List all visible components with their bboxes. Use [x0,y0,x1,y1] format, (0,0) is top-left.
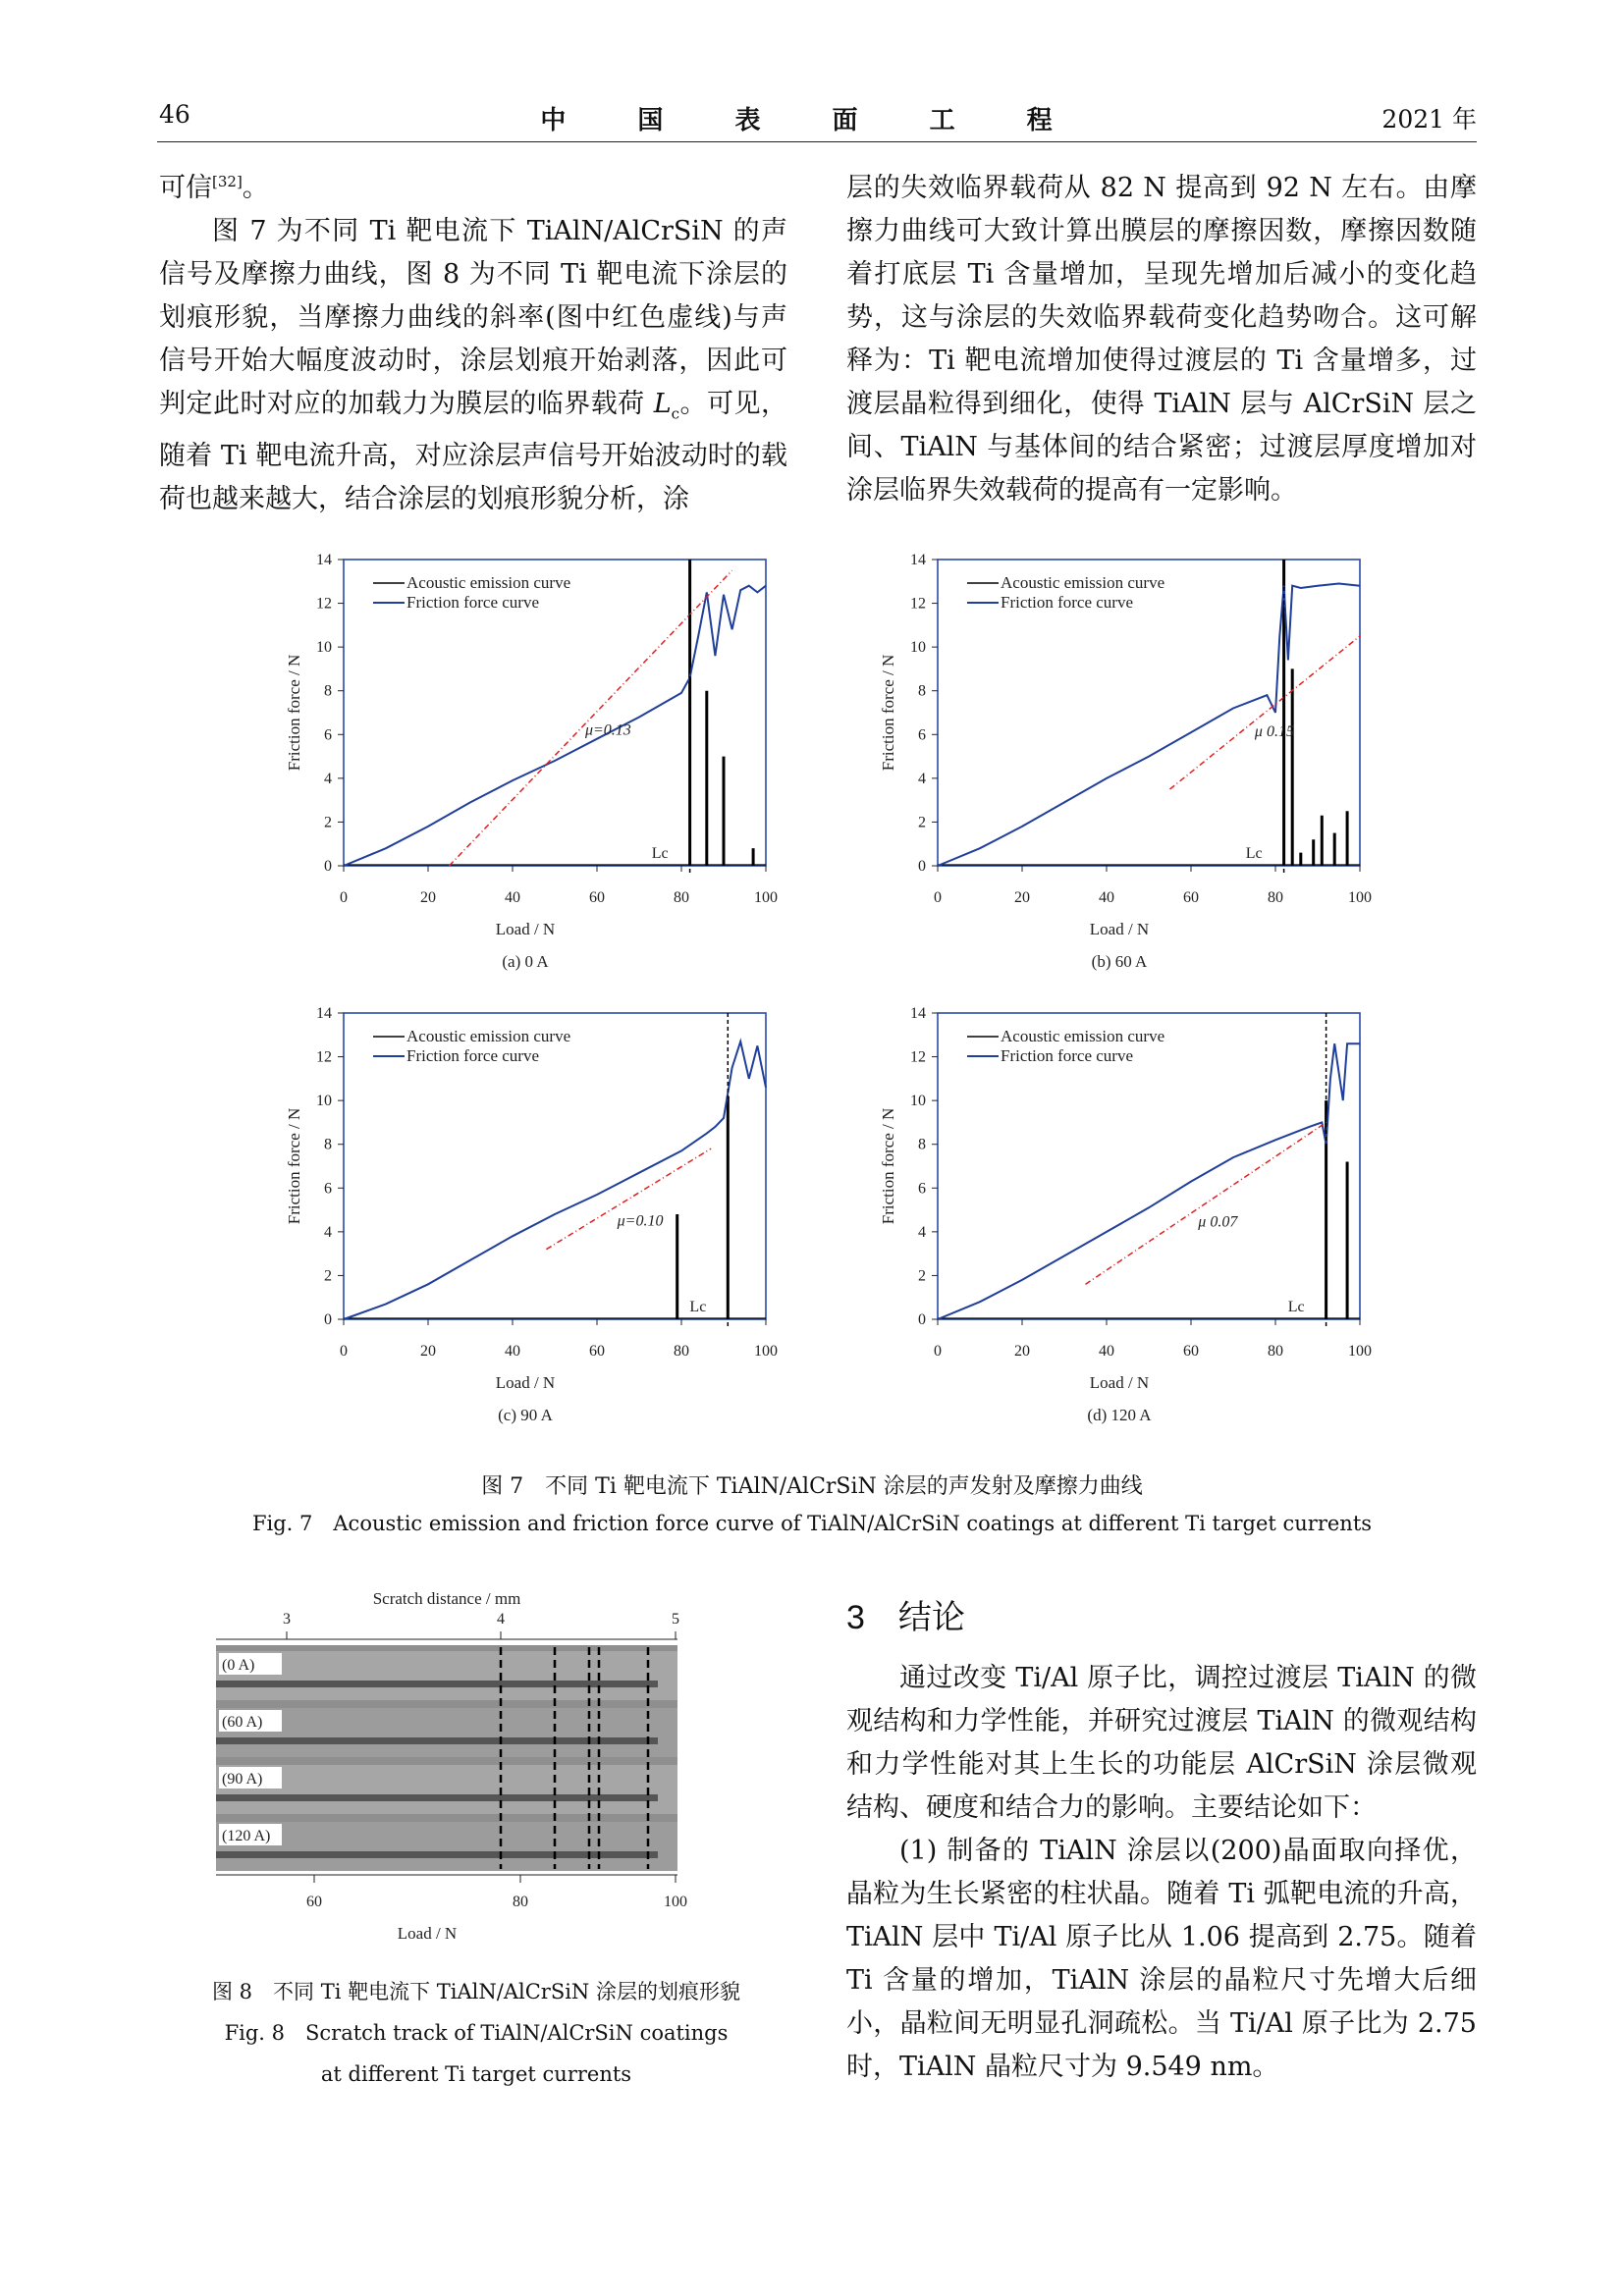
friction-curve [344,1041,766,1319]
friction-curve [938,1043,1360,1319]
x-tick-label: 80 [1268,1343,1283,1360]
journal-title: 中 国 表 面 工 程 [540,106,1084,135]
fig8-scratch-line [216,1737,658,1744]
mu-label: μ=0.13 [584,721,631,739]
x-tick-label: 80 [1268,889,1283,906]
x-axis-label: Load / N [495,920,556,938]
para-conclusion-continued: 层的失效临界载荷从 82 N 提高到 92 N 左右。由摩擦力曲线可大致计算出膜层的摩擦因数，摩擦因数随着打底层 Ti 含量增加，呈现先增加后减小的变化趋势，这与涂层的失效临界载荷变化趋势吻合。这可解释为：Ti 靶电流增加使得过渡层的 Ti 含量增多，过渡层晶粒得到细化，使得 TiAlN 层与 AlCrSiN 层之间、TiAlN 与基体间的结合紧密；过渡层厚度增加对涂层临界失效载荷的提高有一定影响。 [846,173,1477,506]
chart-a [265,550,795,987]
section-3-para-2: (1) 制备的 TiAlN 涂层以(200)晶面取向择优，晶粒为生长紧密的柱状晶。随着 Ti 弧靶电流的升高，TiAlN 层中 Ti/Al 原子比从 1.06 提高到 2.75。随着 Ti 含量的增加，TiAlN 涂层的晶粒尺寸先增大后细小，晶粒间无明显孔洞疏松。当 Ti/Al 原子比为 2.75 时，TiAlN 晶粒尺寸为 9.549 nm。 [846,1836,1477,2082]
lc-label: Lc [689,1299,707,1315]
x-tick-label: 100 [754,1343,778,1360]
x-tick-label: 60 [589,1343,605,1360]
fig8-caption-en2: at different Ti target currents [320,2062,632,2086]
fig8-top-tick-label: 5 [672,1611,679,1628]
x-tick-label: 0 [934,1343,942,1360]
para-continued: 可信[32]。 [159,173,269,203]
left-column [159,167,787,521]
fig8-top-tick-label: 4 [497,1611,505,1628]
y-tick-label: 12 [316,595,332,613]
y-axis-label: Friction force / N [285,1107,303,1225]
y-tick-label: 0 [324,1311,332,1328]
fig8-scratch-tracks [177,1590,766,2002]
y-axis-label: Friction force / N [879,654,897,772]
x-tick-label: 40 [1099,889,1114,906]
x-tick-label: 0 [934,889,942,906]
fig8-scratch-line [216,1681,658,1687]
fig7-caption-cn: 图 7 不同 Ti 靶电流下 TiAlN/AlCrSiN 涂层的声发射及摩擦力曲线 [481,1474,1143,1499]
x-tick-label: 20 [420,889,436,906]
fig8-track-band [216,1708,677,1757]
fig8-track-label: (120 A) [222,1828,271,1844]
lc-label: Lc [651,845,669,862]
legend-acoustic-label: Acoustic emission curve [1001,1027,1165,1045]
y-tick-label: 14 [910,1005,926,1022]
lc-label: Lc [1287,1299,1305,1315]
y-tick-label: 14 [910,552,926,568]
mu-label: μ 0.07 [1198,1213,1238,1231]
mu-label: μ=0.10 [617,1212,664,1230]
y-tick-label: 6 [918,726,926,744]
y-tick-label: 2 [918,814,926,831]
para-fig7-desc: 图 7 为不同 Ti 靶电流下 TiAlN/AlCrSiN 的声信号及摩擦力曲线，图 8 为不同 Ti 靶电流下涂层的划痕形貌，当摩擦力曲线的斜率(图中红色虚线)与声信号开始大幅度波动时，涂层划痕开始剥落，因此可判定此时对应的加载力为膜层的临界载荷 $L_c$。可见，随着 Ti 靶电流升高，对应涂层声信号开始波动时的载荷也越来越大，结合涂层的划痕形貌分析，涂 [159,216,788,515]
y-tick-label: 12 [316,1048,332,1066]
legend-acoustic-label: Acoustic emission curve [406,1027,571,1045]
x-tick-label: 60 [1183,889,1199,906]
y-tick-label: 4 [918,770,926,787]
fig7-caption-en: Fig. 7 Acoustic emission and friction force curve of TiAlN/AlCrSiN coatings at different Ti target currents [251,1512,1373,1535]
y-tick-label: 4 [324,770,332,787]
section-3-title: 3 结论 [846,1599,965,1636]
fig8-scratch-line [216,1794,658,1801]
mu-fit-line [1086,1122,1326,1284]
fig8-bottom-tick-label: 100 [664,1894,687,1910]
y-axis-label: Friction force / N [879,1107,897,1225]
fig8-bottom-tick-label: 60 [306,1894,322,1910]
legend-friction-label: Friction force curve [406,1046,539,1065]
friction-curve [938,584,1360,867]
x-tick-label: 100 [1348,1343,1372,1360]
fig8-bottom-tick-label: 80 [513,1894,528,1910]
fig8-scratch-line [216,1851,658,1858]
x-tick-label: 40 [505,889,520,906]
section-3-body [846,1657,1477,2089]
y-tick-label: 4 [324,1223,332,1241]
y-tick-label: 0 [918,858,926,875]
fig8-track-label: (60 A) [222,1714,263,1731]
fig8-track-label: (0 A) [222,1657,255,1674]
panel-label: (b) 60 A [1091,952,1148,971]
y-tick-label: 12 [910,1048,926,1066]
right-column [846,167,1477,512]
legend-friction-label: Friction force curve [1001,593,1133,612]
fig8-track-label: (90 A) [222,1771,263,1788]
x-tick-label: 20 [1014,1343,1030,1360]
panel-label: (a) 0 A [502,952,549,971]
legend-friction-label: Friction force curve [406,593,539,612]
y-tick-label: 0 [324,858,332,875]
x-tick-label: 60 [1183,1343,1199,1360]
x-tick-label: 80 [674,889,689,906]
x-tick-label: 100 [754,889,778,906]
y-tick-label: 0 [918,1311,926,1328]
x-tick-label: 60 [589,889,605,906]
mu-label: μ 0.15 [1254,723,1294,741]
y-tick-label: 2 [324,1267,332,1285]
page-number: 46 [159,100,190,129]
y-tick-label: 10 [316,1093,332,1110]
mu-fit-line [1170,636,1361,789]
y-tick-label: 6 [324,726,332,744]
fig8-caption [157,1971,795,2095]
y-tick-label: 10 [910,639,926,657]
fig8-track-band [216,1765,677,1814]
x-tick-label: 40 [505,1343,520,1360]
fig8-x-axis-label: Load / N [397,1924,458,1943]
section-3-para-1: 通过改变 Ti/Al 原子比，调控过渡层 TiAlN 的微观结构和力学性能，并研究过渡层 TiAlN 的微观结构和力学性能对其上生长的功能层 AlCrSiN 涂层微观结构、硬度和结合力的影响。主要结论如下： [846,1663,1477,1823]
y-tick-label: 14 [316,552,332,568]
y-tick-label: 8 [918,1136,926,1153]
legend-friction-label: Friction force curve [1001,1046,1133,1065]
fig8-top-axis-label: Scratch distance / mm [372,1590,521,1608]
y-tick-label: 10 [910,1093,926,1110]
y-tick-label: 4 [918,1223,926,1241]
chart-b [859,550,1389,987]
y-tick-label: 8 [324,682,332,700]
fig8-caption-en1: Fig. 8 Scratch track of TiAlN/AlCrSiN coatings [224,2021,729,2045]
x-tick-label: 100 [1348,889,1372,906]
y-tick-label: 8 [918,682,926,700]
x-tick-label: 20 [1014,889,1030,906]
legend-acoustic-label: Acoustic emission curve [406,573,571,592]
x-tick-label: 0 [340,1343,348,1360]
chart-d [859,1003,1389,1440]
x-axis-label: Load / N [1089,1373,1150,1392]
y-tick-label: 12 [910,595,926,613]
chart-c [265,1003,795,1440]
year: 2021 年 [1381,105,1477,133]
y-tick-label: 6 [918,1180,926,1198]
lc-label: Lc [1245,845,1263,862]
fig8-caption-cn: 图 8 不同 Ti 靶电流下 TiAlN/AlCrSiN 涂层的划痕形貌 [212,1980,740,2003]
x-tick-label: 0 [340,889,348,906]
fig8-top-tick-label: 3 [283,1611,291,1628]
x-axis-label: Load / N [1089,920,1150,938]
mu-fit-line [546,1148,711,1250]
fig8-track-band [216,1651,677,1700]
y-tick-label: 2 [918,1267,926,1285]
friction-curve [344,586,766,866]
fig8-track-band [216,1822,677,1871]
panel-label: (c) 90 A [498,1406,553,1424]
y-tick-label: 8 [324,1136,332,1153]
y-tick-label: 6 [324,1180,332,1198]
y-tick-label: 10 [316,639,332,657]
header-rule [157,141,1477,142]
y-tick-label: 14 [316,1005,332,1022]
x-tick-label: 40 [1099,1343,1114,1360]
x-tick-label: 80 [674,1343,689,1360]
legend-acoustic-label: Acoustic emission curve [1001,573,1165,592]
x-axis-label: Load / N [495,1373,556,1392]
x-tick-label: 20 [420,1343,436,1360]
panel-label: (d) 120 A [1087,1406,1152,1424]
y-axis-label: Friction force / N [285,654,303,772]
y-tick-label: 2 [324,814,332,831]
